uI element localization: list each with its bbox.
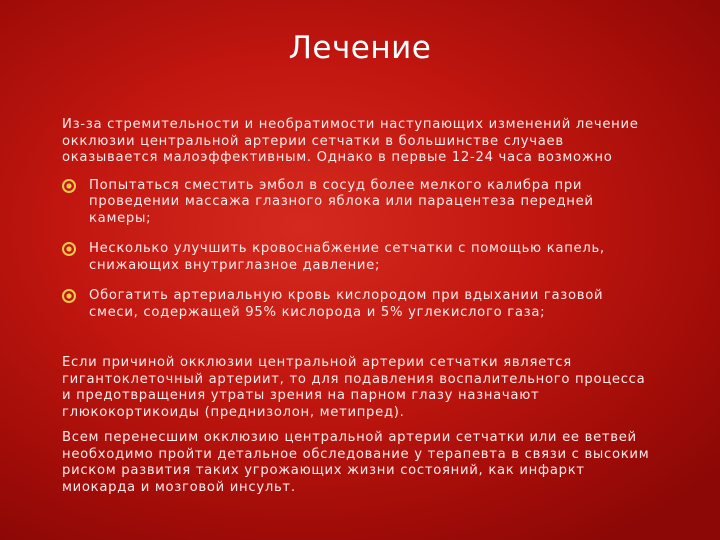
list-item	[62, 288, 652, 321]
slide-content	[62, 117, 652, 496]
paragraph-2: Если причиной окклюзии центральной артерии сетчатки является гигантоклеточный артериит, то для подавления воспалительного процесса и предотвращения утраты зрения на парном глазу назначают глюкокортикоиды (преднизолон, метипред).	[62, 355, 646, 420]
list-item	[62, 241, 652, 274]
intro-paragraph: Из-за стремительности и необратимости наступающих изменений лечение окклюзии центральной артерии сетчатки в большинстве случаев оказывается малоэффективным. Однако в первые 12-24 часа возможно	[62, 117, 639, 165]
bullet-text: Несколько улучшить кровоснабжение сетчатки с помощью капель, снижающих внутриглазное давление;	[89, 241, 605, 273]
paragraph-3: Всем перенесшим окклюзию центральной артерии сетчатки или ее ветвей необходимо пройти детальное обследование у терапевта в связи с высоким риском развития таких угрожающих жизни состояний, как инфаркт миокарда и мозговой инсульт.	[62, 430, 650, 495]
bullet-text: Попытаться сместить эмбол в сосуд более мелкого калибра при проведении массажа глазного яблока или парацентеза передней камеры;	[89, 177, 594, 226]
list-item	[62, 178, 652, 228]
bullet-text: Обогатить артериальную кровь кислородом при вдыхании газовой смеси, содержащей 95% кислорода и 5% углекислого газа;	[89, 288, 604, 320]
bullet-list	[62, 178, 652, 322]
double-circle-bullet-icon	[62, 242, 76, 256]
slide-title: Лечение	[288, 30, 432, 66]
double-circle-bullet-icon	[62, 179, 76, 193]
double-circle-bullet-icon	[62, 289, 76, 303]
